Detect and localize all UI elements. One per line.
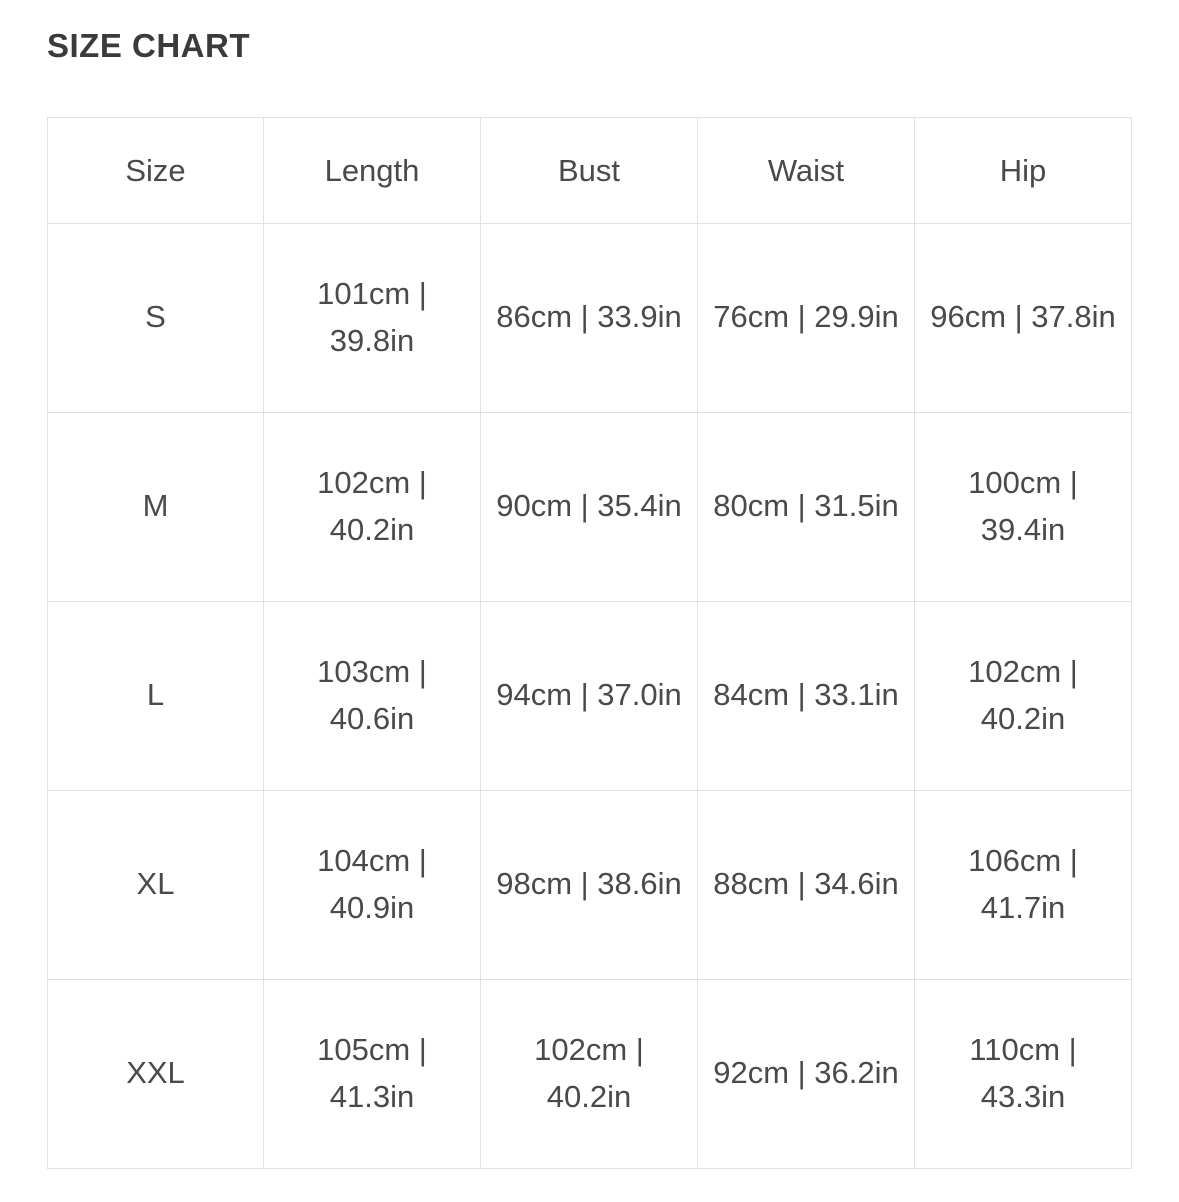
cell-waist: 76cm | 29.9in bbox=[698, 223, 915, 412]
cell-size: S bbox=[48, 223, 264, 412]
size-chart-table-wrapper bbox=[47, 117, 1132, 1169]
cell-bust: 86cm | 33.9in bbox=[481, 223, 698, 412]
cell-size: XL bbox=[48, 790, 264, 979]
column-header-length: Length bbox=[264, 117, 481, 223]
table-row bbox=[48, 601, 1132, 790]
table-body bbox=[48, 223, 1132, 1168]
cell-waist: 88cm | 34.6in bbox=[698, 790, 915, 979]
cell-length: 104cm | 40.9in bbox=[264, 790, 481, 979]
cell-bust: 102cm | 40.2in bbox=[481, 979, 698, 1168]
table-row bbox=[48, 223, 1132, 412]
column-header-hip: Hip bbox=[915, 117, 1132, 223]
cell-hip: 96cm | 37.8in bbox=[915, 223, 1132, 412]
cell-bust: 98cm | 38.6in bbox=[481, 790, 698, 979]
cell-size: M bbox=[48, 412, 264, 601]
cell-length: 103cm | 40.6in bbox=[264, 601, 481, 790]
cell-size: XXL bbox=[48, 979, 264, 1168]
size-chart-table bbox=[47, 117, 1132, 1169]
cell-length: 102cm | 40.2in bbox=[264, 412, 481, 601]
cell-waist: 92cm | 36.2in bbox=[698, 979, 915, 1168]
table-header-row bbox=[48, 117, 1132, 223]
cell-length: 101cm | 39.8in bbox=[264, 223, 481, 412]
cell-hip: 106cm | 41.7in bbox=[915, 790, 1132, 979]
cell-length: 105cm | 41.3in bbox=[264, 979, 481, 1168]
cell-size: L bbox=[48, 601, 264, 790]
table-row bbox=[48, 412, 1132, 601]
cell-bust: 90cm | 35.4in bbox=[481, 412, 698, 601]
cell-waist: 84cm | 33.1in bbox=[698, 601, 915, 790]
table-header bbox=[48, 117, 1132, 223]
column-header-size: Size bbox=[48, 117, 264, 223]
column-header-bust: Bust bbox=[481, 117, 698, 223]
table-row bbox=[48, 790, 1132, 979]
cell-hip: 100cm | 39.4in bbox=[915, 412, 1132, 601]
column-header-waist: Waist bbox=[698, 117, 915, 223]
cell-bust: 94cm | 37.0in bbox=[481, 601, 698, 790]
cell-waist: 80cm | 31.5in bbox=[698, 412, 915, 601]
cell-hip: 110cm | 43.3in bbox=[915, 979, 1132, 1168]
page-title: SIZE CHART bbox=[47, 27, 250, 64]
cell-hip: 102cm | 40.2in bbox=[915, 601, 1132, 790]
table-row bbox=[48, 979, 1132, 1168]
